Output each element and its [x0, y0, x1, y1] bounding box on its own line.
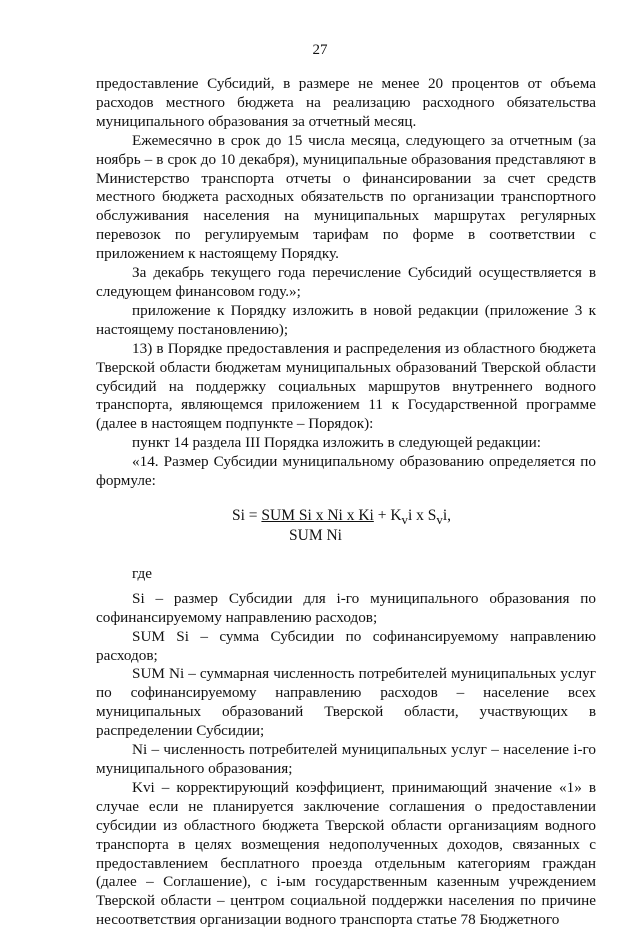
definition-paragraph: SUM Si – сумма Субсидии по софинансируемому направлению расходов;	[96, 627, 596, 664]
paragraph: пункт 14 раздела III Порядка изложить в следующей редакции:	[132, 434, 541, 452]
body-text	[96, 75, 596, 930]
formula-lhs: Si =	[232, 506, 262, 524]
formula-numerator: SUM Si x Ni x Ki	[261, 506, 374, 524]
formula-end: i,	[442, 506, 452, 524]
formula-s-subscript: v	[436, 512, 443, 528]
paragraph: предоставление Субсидий, в размере не менее 20 процентов от объема расходов местного бюджета на реализацию расходного обязательства муниципального образования за отчетный месяц.	[96, 75, 596, 130]
paragraph: приложение к Порядку изложить в новой редакции (приложение 3 к настоящему постановлению);	[96, 301, 596, 338]
subsidy-formula	[96, 507, 596, 551]
paragraph: Ежемесячно в срок до 15 числа месяца, следующего за отчетным (за ноябрь – в срок до 10 декабря), муниципальные образования представляют в Министерство транспорта отчеты о финансировании за счет средств местного бюджета расходных обязательств по организации транспортного обслуживания населения на муниципальных маршрутах регулярных перевозок по регулируемым тарифам по форме в соответствии с приложением к настоящему Порядку.	[96, 131, 596, 263]
definition-paragraph: Ni – численность потребителей муниципальных услуг – население i-го муниципального образования;	[96, 741, 596, 777]
paragraph: «14. Размер Субсидии муниципальному образованию определяется по формуле:	[96, 453, 596, 490]
paragraph: 13) в Порядке предоставления и распределения из областного бюджета Тверской области бюджетам муниципальных образований Тверской области субсидий на поддержку социальных маршрутов внутреннего водного транспорта, являющемся приложением 11 к Государственной программе (далее в настоящем подпункте – Порядок):	[96, 339, 596, 433]
formula-denominator: SUM Ni	[289, 526, 342, 544]
definition-paragraph: Kvi – корректирующий коэффициент, принимающий значение «1» в случае если не планируется заключение соглашения о предоставлении субсидии из областного бюджета Тверской области организациям водного транспорта в целях возмещения недополученных доходов, связанных с предоставлением бесплатного проезда отдельным категориям граждан (далее – Соглашение), с i-ым государственным казенным учреждением Тверской области – центром социальной поддержки населения по причине несоответствия организации водного транспорта статье 78 Бюджетного	[96, 778, 596, 929]
formula-i-x-s: i x S	[407, 506, 437, 524]
definition-paragraph: SUM Ni – суммарная численность потребителей муниципальных услуг по софинансируемому направлению расходов – население всех муниципальных образований Тверской области, участвующих в распределении Субсидии;	[96, 665, 596, 740]
where-label: где	[132, 564, 152, 582]
formula-k-subscript: v	[401, 512, 408, 528]
formula-plus-k: + K	[373, 506, 402, 524]
definition-paragraph: Si – размер Субсидии для i-го муниципального образования по софинансируемому направлению расходов;	[96, 589, 596, 626]
page-number: 27	[312, 42, 328, 58]
paragraph: За декабрь текущего года перечисление Субсидий осуществляется в следующем финансовом году.»;	[96, 264, 596, 300]
